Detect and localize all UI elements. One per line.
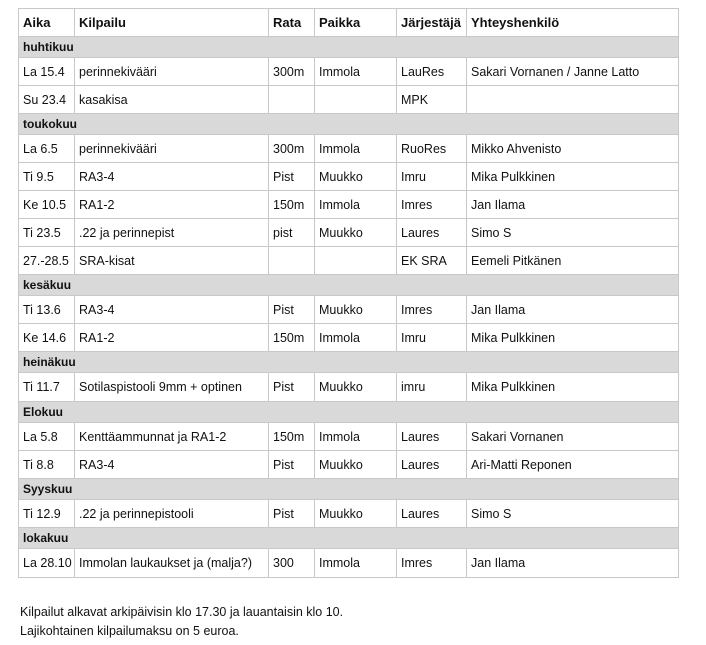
schedule-body (19, 37, 679, 578)
month-header-row (19, 37, 679, 58)
cell-aika: Ti 23.5 (19, 219, 75, 247)
cell-jarjestaja: Imru (397, 163, 467, 191)
cell-rata (269, 247, 315, 275)
cell-paikka (315, 247, 397, 275)
cell-kilpailu: RA3-4 (75, 451, 269, 479)
cell-jarjestaja: Laures (397, 423, 467, 451)
cell-kilpailu: kasakisa (75, 86, 269, 114)
note-fee: Lajikohtainen kilpailumaksu on 5 euroa. (20, 624, 239, 638)
cell-yhteyshenkilo: Simo S (467, 500, 679, 528)
cell-jarjestaja: LauRes (397, 58, 467, 86)
cell-rata: Pist (269, 296, 315, 324)
cell-kilpailu: Kenttäammunnat ja RA1-2 (75, 423, 269, 451)
cell-jarjestaja: Imres (397, 296, 467, 324)
cell-kilpailu: RA3-4 (75, 163, 269, 191)
cell-yhteyshenkilo: Mikko Ahvenisto (467, 135, 679, 163)
cell-kilpailu: .22 ja perinnepistooli (75, 500, 269, 528)
month-header-row (19, 114, 679, 135)
event-row (19, 58, 679, 86)
cell-jarjestaja: Laures (397, 451, 467, 479)
cell-rata: 300m (269, 58, 315, 86)
header-paikka: Paikka (315, 9, 397, 37)
cell-kilpailu: Immolan laukaukset ja (malja?) (75, 549, 269, 578)
cell-aika: 27.-28.5 (19, 247, 75, 275)
cell-paikka: Muukko (315, 296, 397, 324)
cell-rata: 150m (269, 324, 315, 352)
cell-kilpailu: RA3-4 (75, 296, 269, 324)
cell-yhteyshenkilo: Ari-Matti Reponen (467, 451, 679, 479)
cell-rata: Pist (269, 163, 315, 191)
cell-rata: 150m (269, 423, 315, 451)
cell-kilpailu: RA1-2 (75, 324, 269, 352)
month-label: Syyskuu (19, 479, 679, 500)
month-label: lokakuu (19, 528, 679, 549)
month-label: Elokuu (19, 402, 679, 423)
cell-yhteyshenkilo: Sakari Vornanen (467, 423, 679, 451)
cell-rata: Pist (269, 373, 315, 402)
event-row (19, 451, 679, 479)
cell-jarjestaja: Laures (397, 500, 467, 528)
header-rata: Rata (269, 9, 315, 37)
month-header-row (19, 479, 679, 500)
cell-yhteyshenkilo: Simo S (467, 219, 679, 247)
month-header-row (19, 275, 679, 296)
cell-aika: Ke 14.6 (19, 324, 75, 352)
cell-rata: 300m (269, 135, 315, 163)
cell-kilpailu: SRA-kisat (75, 247, 269, 275)
cell-aika: Ti 11.7 (19, 373, 75, 402)
month-label: heinäkuu (19, 352, 679, 373)
month-label: toukokuu (19, 114, 679, 135)
cell-rata (269, 86, 315, 114)
cell-paikka (315, 86, 397, 114)
cell-jarjestaja: imru (397, 373, 467, 402)
event-row (19, 324, 679, 352)
cell-yhteyshenkilo: Mika Pulkkinen (467, 163, 679, 191)
cell-aika: Ti 8.8 (19, 451, 75, 479)
cell-aika: Ti 12.9 (19, 500, 75, 528)
notes (20, 603, 343, 641)
cell-paikka: Immola (315, 324, 397, 352)
event-row (19, 423, 679, 451)
event-row (19, 549, 679, 578)
month-header-row (19, 352, 679, 373)
header-aika: Aika (19, 9, 75, 37)
month-label: huhtikuu (19, 37, 679, 58)
event-row (19, 247, 679, 275)
cell-kilpailu: Sotilaspistooli 9mm + optinen (75, 373, 269, 402)
cell-aika: La 5.8 (19, 423, 75, 451)
cell-yhteyshenkilo (467, 86, 679, 114)
cell-yhteyshenkilo: Mika Pulkkinen (467, 324, 679, 352)
cell-kilpailu: .22 ja perinnepist (75, 219, 269, 247)
event-row (19, 86, 679, 114)
cell-paikka: Immola (315, 423, 397, 451)
cell-rata: Pist (269, 500, 315, 528)
cell-paikka: Muukko (315, 219, 397, 247)
cell-jarjestaja: Imres (397, 549, 467, 578)
event-row (19, 500, 679, 528)
cell-yhteyshenkilo: Sakari Vornanen / Janne Latto (467, 58, 679, 86)
month-header-row (19, 402, 679, 423)
cell-kilpailu: RA1-2 (75, 191, 269, 219)
cell-aika: La 6.5 (19, 135, 75, 163)
cell-aika: Ke 10.5 (19, 191, 75, 219)
cell-paikka: Immola (315, 549, 397, 578)
event-row (19, 373, 679, 402)
cell-rata: 300 (269, 549, 315, 578)
month-label: kesäkuu (19, 275, 679, 296)
event-row (19, 135, 679, 163)
month-header-row (19, 528, 679, 549)
cell-jarjestaja: RuoRes (397, 135, 467, 163)
cell-kilpailu: perinnekivääri (75, 135, 269, 163)
competition-schedule-table (18, 8, 679, 578)
cell-paikka: Muukko (315, 451, 397, 479)
header-row (19, 9, 679, 37)
cell-paikka: Immola (315, 135, 397, 163)
cell-aika: Ti 9.5 (19, 163, 75, 191)
header-jarjestaja: Järjestäjä (397, 9, 467, 37)
cell-paikka: Muukko (315, 500, 397, 528)
cell-aika: Su 23.4 (19, 86, 75, 114)
header-yhteyshenkilo: Yhteyshenkilö (467, 9, 679, 37)
event-row (19, 191, 679, 219)
cell-jarjestaja: MPK (397, 86, 467, 114)
cell-paikka: Muukko (315, 163, 397, 191)
note-start-times: Kilpailut alkavat arkipäivisin klo 17.30 ja lauantaisin klo 10. (20, 605, 344, 619)
cell-rata: Pist (269, 451, 315, 479)
cell-yhteyshenkilo: Jan Ilama (467, 549, 679, 578)
cell-aika: La 15.4 (19, 58, 75, 86)
event-row (19, 163, 679, 191)
cell-jarjestaja: Imru (397, 324, 467, 352)
cell-aika: Ti 13.6 (19, 296, 75, 324)
cell-yhteyshenkilo: Mika Pulkkinen (467, 373, 679, 402)
event-row (19, 219, 679, 247)
cell-paikka: Immola (315, 191, 397, 219)
event-row (19, 296, 679, 324)
cell-aika: La 28.10 (19, 549, 75, 578)
cell-paikka: Muukko (315, 373, 397, 402)
header-kilpailu: Kilpailu (75, 9, 269, 37)
cell-rata: 150m (269, 191, 315, 219)
cell-jarjestaja: Imres (397, 191, 467, 219)
cell-yhteyshenkilo: Eemeli Pitkänen (467, 247, 679, 275)
cell-rata: pist (269, 219, 315, 247)
cell-yhteyshenkilo: Jan Ilama (467, 296, 679, 324)
cell-jarjestaja: Laures (397, 219, 467, 247)
cell-jarjestaja: EK SRA (397, 247, 467, 275)
cell-paikka: Immola (315, 58, 397, 86)
cell-kilpailu: perinnekivääri (75, 58, 269, 86)
cell-yhteyshenkilo: Jan Ilama (467, 191, 679, 219)
